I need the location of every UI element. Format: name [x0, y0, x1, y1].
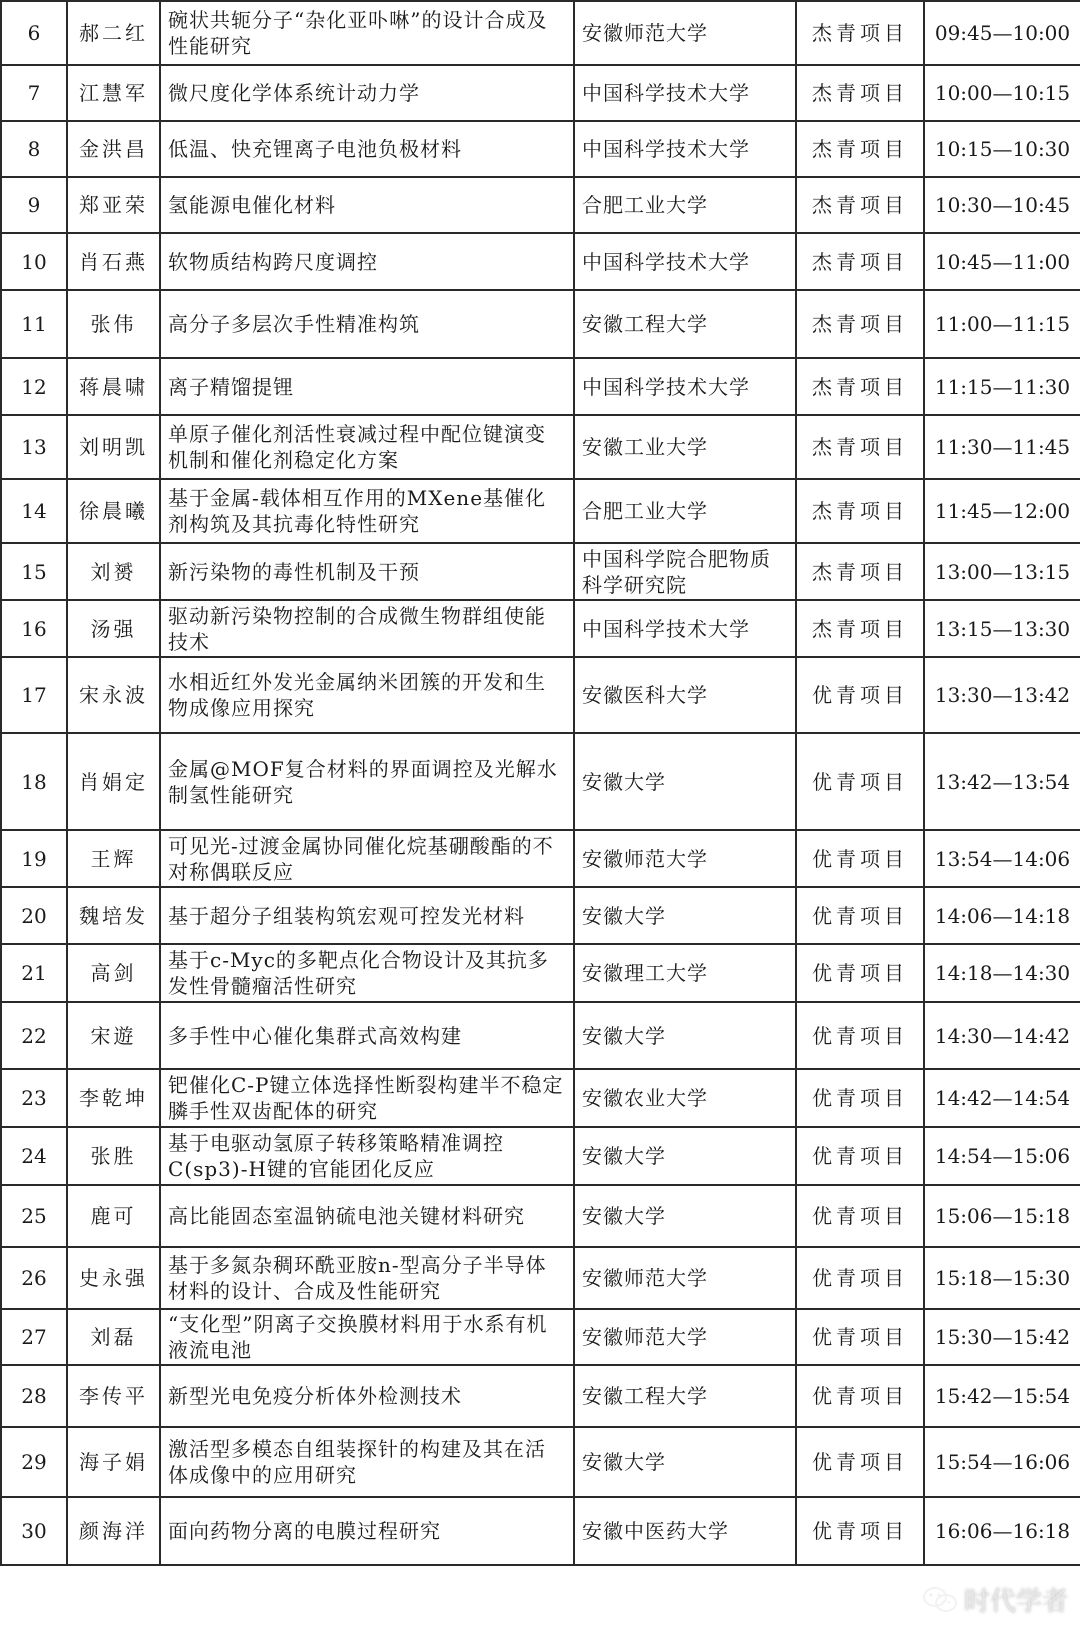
cell-type: 优青项目	[796, 1185, 924, 1247]
cell-time: 15:54—16:06	[924, 1427, 1080, 1497]
cell-title: 可见光-过渡金属协同催化烷基硼酸酯的不对称偶联反应	[160, 830, 574, 887]
cell-time: 14:06—14:18	[924, 887, 1080, 944]
table-row	[1, 1069, 1080, 1127]
cell-institution: 中国科学技术大学	[574, 600, 796, 657]
wechat-icon	[922, 1586, 958, 1614]
cell-institution: 安徽师范大学	[574, 1, 796, 65]
table-row	[1, 358, 1080, 415]
cell-name: 海子娟	[67, 1427, 160, 1497]
cell-title: 金属@MOF复合材料的界面调控及光解水制氢性能研究	[160, 733, 574, 830]
cell-name: 刘明凯	[67, 415, 160, 479]
cell-title: 新型光电免疫分析体外检测技术	[160, 1365, 574, 1427]
cell-institution: 安徽工程大学	[574, 290, 796, 358]
cell-time: 15:30—15:42	[924, 1309, 1080, 1365]
cell-institution: 安徽中医药大学	[574, 1497, 796, 1565]
cell-name: 宋永波	[67, 657, 160, 733]
cell-number: 12	[1, 358, 67, 415]
watermark	[922, 1581, 1068, 1618]
table-row	[1, 733, 1080, 830]
cell-title: 高比能固态室温钠硫电池关键材料研究	[160, 1185, 574, 1247]
table-row	[1, 600, 1080, 657]
cell-type: 优青项目	[796, 1309, 924, 1365]
cell-number: 13	[1, 415, 67, 479]
cell-number: 28	[1, 1365, 67, 1427]
cell-time: 13:54—14:06	[924, 830, 1080, 887]
cell-time: 11:45—12:00	[924, 479, 1080, 543]
cell-name: 鹿可	[67, 1185, 160, 1247]
table-row	[1, 1497, 1080, 1565]
cell-type: 优青项目	[796, 887, 924, 944]
cell-number: 7	[1, 65, 67, 121]
cell-type: 杰青项目	[796, 415, 924, 479]
table-row	[1, 65, 1080, 121]
cell-title: 高分子多层次手性精准构筑	[160, 290, 574, 358]
cell-time: 14:30—14:42	[924, 1002, 1080, 1069]
cell-number: 30	[1, 1497, 67, 1565]
cell-number: 15	[1, 543, 67, 600]
table-row	[1, 657, 1080, 733]
cell-name: 郝二红	[67, 1, 160, 65]
cell-number: 22	[1, 1002, 67, 1069]
cell-number: 19	[1, 830, 67, 887]
cell-title: 钯催化C-P键立体选择性断裂构建半不稳定膦手性双齿配体的研究	[160, 1069, 574, 1127]
cell-institution: 中国科学院合肥物质科学研究院	[574, 543, 796, 600]
cell-title: 多手性中心催化集群式高效构建	[160, 1002, 574, 1069]
cell-type: 优青项目	[796, 944, 924, 1002]
cell-name: 蒋晨啸	[67, 358, 160, 415]
cell-title: 碗状共轭分子“杂化亚卟啉”的设计合成及性能研究	[160, 1, 574, 65]
table-row	[1, 1309, 1080, 1365]
cell-institution: 安徽大学	[574, 1002, 796, 1069]
cell-number: 27	[1, 1309, 67, 1365]
table-row	[1, 944, 1080, 1002]
cell-title: 水相近红外发光金属纳米团簇的开发和生物成像应用探究	[160, 657, 574, 733]
cell-institution: 安徽大学	[574, 1427, 796, 1497]
table-row	[1, 233, 1080, 290]
cell-title: 基于c-Myc的多靶点化合物设计及其抗多发性骨髓瘤活性研究	[160, 944, 574, 1002]
cell-institution: 安徽工程大学	[574, 1365, 796, 1427]
cell-type: 优青项目	[796, 1427, 924, 1497]
cell-number: 17	[1, 657, 67, 733]
table-row	[1, 290, 1080, 358]
cell-name: 史永强	[67, 1247, 160, 1309]
cell-number: 11	[1, 290, 67, 358]
cell-type: 杰青项目	[796, 65, 924, 121]
cell-time: 14:42—14:54	[924, 1069, 1080, 1127]
cell-time: 10:45—11:00	[924, 233, 1080, 290]
cell-name: 李乾坤	[67, 1069, 160, 1127]
cell-institution: 安徽农业大学	[574, 1069, 796, 1127]
cell-time: 14:54—15:06	[924, 1127, 1080, 1185]
table-row	[1, 177, 1080, 233]
cell-name: 江慧军	[67, 65, 160, 121]
table-row	[1, 479, 1080, 543]
cell-time: 16:06—16:18	[924, 1497, 1080, 1565]
cell-type: 杰青项目	[796, 121, 924, 177]
cell-name: 肖石燕	[67, 233, 160, 290]
cell-number: 8	[1, 121, 67, 177]
table-row	[1, 887, 1080, 944]
cell-type: 优青项目	[796, 1127, 924, 1185]
cell-number: 9	[1, 177, 67, 233]
cell-type: 杰青项目	[796, 290, 924, 358]
cell-institution: 安徽理工大学	[574, 944, 796, 1002]
cell-name: 魏培发	[67, 887, 160, 944]
cell-time: 15:42—15:54	[924, 1365, 1080, 1427]
cell-title: 基于金属-载体相互作用的MXene基催化剂构筑及其抗毒化特性研究	[160, 479, 574, 543]
cell-name: 王辉	[67, 830, 160, 887]
table-row	[1, 1185, 1080, 1247]
cell-institution: 安徽师范大学	[574, 830, 796, 887]
cell-type: 杰青项目	[796, 600, 924, 657]
cell-number: 21	[1, 944, 67, 1002]
cell-name: 刘磊	[67, 1309, 160, 1365]
table-row	[1, 1002, 1080, 1069]
cell-institution: 安徽师范大学	[574, 1309, 796, 1365]
cell-time: 10:00—10:15	[924, 65, 1080, 121]
table-row	[1, 1247, 1080, 1309]
cell-type: 优青项目	[796, 1365, 924, 1427]
table-row	[1, 415, 1080, 479]
cell-number: 14	[1, 479, 67, 543]
cell-number: 18	[1, 733, 67, 830]
cell-title: “支化型”阴离子交换膜材料用于水系有机液流电池	[160, 1309, 574, 1365]
cell-title: 激活型多模态自组装探针的构建及其在活体成像中的应用研究	[160, 1427, 574, 1497]
cell-type: 优青项目	[796, 1069, 924, 1127]
cell-number: 25	[1, 1185, 67, 1247]
cell-number: 16	[1, 600, 67, 657]
cell-time: 13:30—13:42	[924, 657, 1080, 733]
cell-title: 离子精馏提锂	[160, 358, 574, 415]
cell-type: 杰青项目	[796, 479, 924, 543]
table-row	[1, 1, 1080, 65]
cell-type: 杰青项目	[796, 233, 924, 290]
cell-type: 杰青项目	[796, 1, 924, 65]
cell-title: 驱动新污染物控制的合成微生物群组使能技术	[160, 600, 574, 657]
cell-time: 10:30—10:45	[924, 177, 1080, 233]
cell-name: 刘赟	[67, 543, 160, 600]
cell-institution: 安徽工业大学	[574, 415, 796, 479]
cell-type: 优青项目	[796, 1247, 924, 1309]
table-row	[1, 830, 1080, 887]
cell-institution: 中国科学技术大学	[574, 121, 796, 177]
schedule-body	[1, 1, 1080, 1565]
cell-name: 高剑	[67, 944, 160, 1002]
cell-title: 氢能源电催化材料	[160, 177, 574, 233]
cell-title: 基于多氮杂稠环酰亚胺n-型高分子半导体材料的设计、合成及性能研究	[160, 1247, 574, 1309]
cell-number: 24	[1, 1127, 67, 1185]
cell-number: 20	[1, 887, 67, 944]
cell-title: 单原子催化剂活性衰减过程中配位键演变机制和催化剂稳定化方案	[160, 415, 574, 479]
cell-type: 杰青项目	[796, 177, 924, 233]
cell-time: 11:30—11:45	[924, 415, 1080, 479]
cell-name: 张胜	[67, 1127, 160, 1185]
cell-type: 优青项目	[796, 830, 924, 887]
cell-institution: 安徽大学	[574, 733, 796, 830]
cell-time: 15:06—15:18	[924, 1185, 1080, 1247]
cell-title: 低温、快充锂离子电池负极材料	[160, 121, 574, 177]
cell-type: 优青项目	[796, 733, 924, 830]
cell-number: 26	[1, 1247, 67, 1309]
cell-institution: 中国科学技术大学	[574, 358, 796, 415]
cell-time: 09:45—10:00	[924, 1, 1080, 65]
cell-type: 优青项目	[796, 1002, 924, 1069]
cell-type: 优青项目	[796, 657, 924, 733]
table-row	[1, 121, 1080, 177]
cell-name: 李传平	[67, 1365, 160, 1427]
cell-name: 郑亚荣	[67, 177, 160, 233]
table-row	[1, 1365, 1080, 1427]
cell-name: 肖娟定	[67, 733, 160, 830]
cell-name: 颜海洋	[67, 1497, 160, 1565]
cell-institution: 安徽大学	[574, 1127, 796, 1185]
cell-time: 14:18—14:30	[924, 944, 1080, 1002]
watermark-text: 时代学者	[963, 1587, 1068, 1617]
cell-institution: 中国科学技术大学	[574, 65, 796, 121]
cell-title: 面向药物分离的电膜过程研究	[160, 1497, 574, 1565]
cell-time: 11:00—11:15	[924, 290, 1080, 358]
cell-institution: 安徽医科大学	[574, 657, 796, 733]
cell-institution: 中国科学技术大学	[574, 233, 796, 290]
cell-time: 13:00—13:15	[924, 543, 1080, 600]
cell-number: 29	[1, 1427, 67, 1497]
cell-time: 11:15—11:30	[924, 358, 1080, 415]
cell-type: 优青项目	[796, 1497, 924, 1565]
cell-number: 6	[1, 1, 67, 65]
table-row	[1, 1127, 1080, 1185]
cell-institution: 安徽大学	[574, 1185, 796, 1247]
cell-name: 宋遊	[67, 1002, 160, 1069]
cell-institution: 合肥工业大学	[574, 177, 796, 233]
cell-title: 微尺度化学体系统计动力学	[160, 65, 574, 121]
cell-number: 23	[1, 1069, 67, 1127]
cell-type: 杰青项目	[796, 358, 924, 415]
cell-title: 新污染物的毒性机制及干预	[160, 543, 574, 600]
cell-title: 基于电驱动氢原子转移策略精准调控C(sp3)-H键的官能团化反应	[160, 1127, 574, 1185]
cell-time: 13:42—13:54	[924, 733, 1080, 830]
cell-number: 10	[1, 233, 67, 290]
cell-type: 杰青项目	[796, 543, 924, 600]
cell-name: 张伟	[67, 290, 160, 358]
cell-time: 10:15—10:30	[924, 121, 1080, 177]
table-row	[1, 543, 1080, 600]
cell-name: 汤强	[67, 600, 160, 657]
cell-name: 徐晨曦	[67, 479, 160, 543]
cell-institution: 合肥工业大学	[574, 479, 796, 543]
cell-time: 15:18—15:30	[924, 1247, 1080, 1309]
table-row	[1, 1427, 1080, 1497]
cell-time: 13:15—13:30	[924, 600, 1080, 657]
cell-name: 金洪昌	[67, 121, 160, 177]
cell-title: 基于超分子组装构筑宏观可控发光材料	[160, 887, 574, 944]
cell-title: 软物质结构跨尺度调控	[160, 233, 574, 290]
cell-institution: 安徽大学	[574, 887, 796, 944]
cell-institution: 安徽师范大学	[574, 1247, 796, 1309]
